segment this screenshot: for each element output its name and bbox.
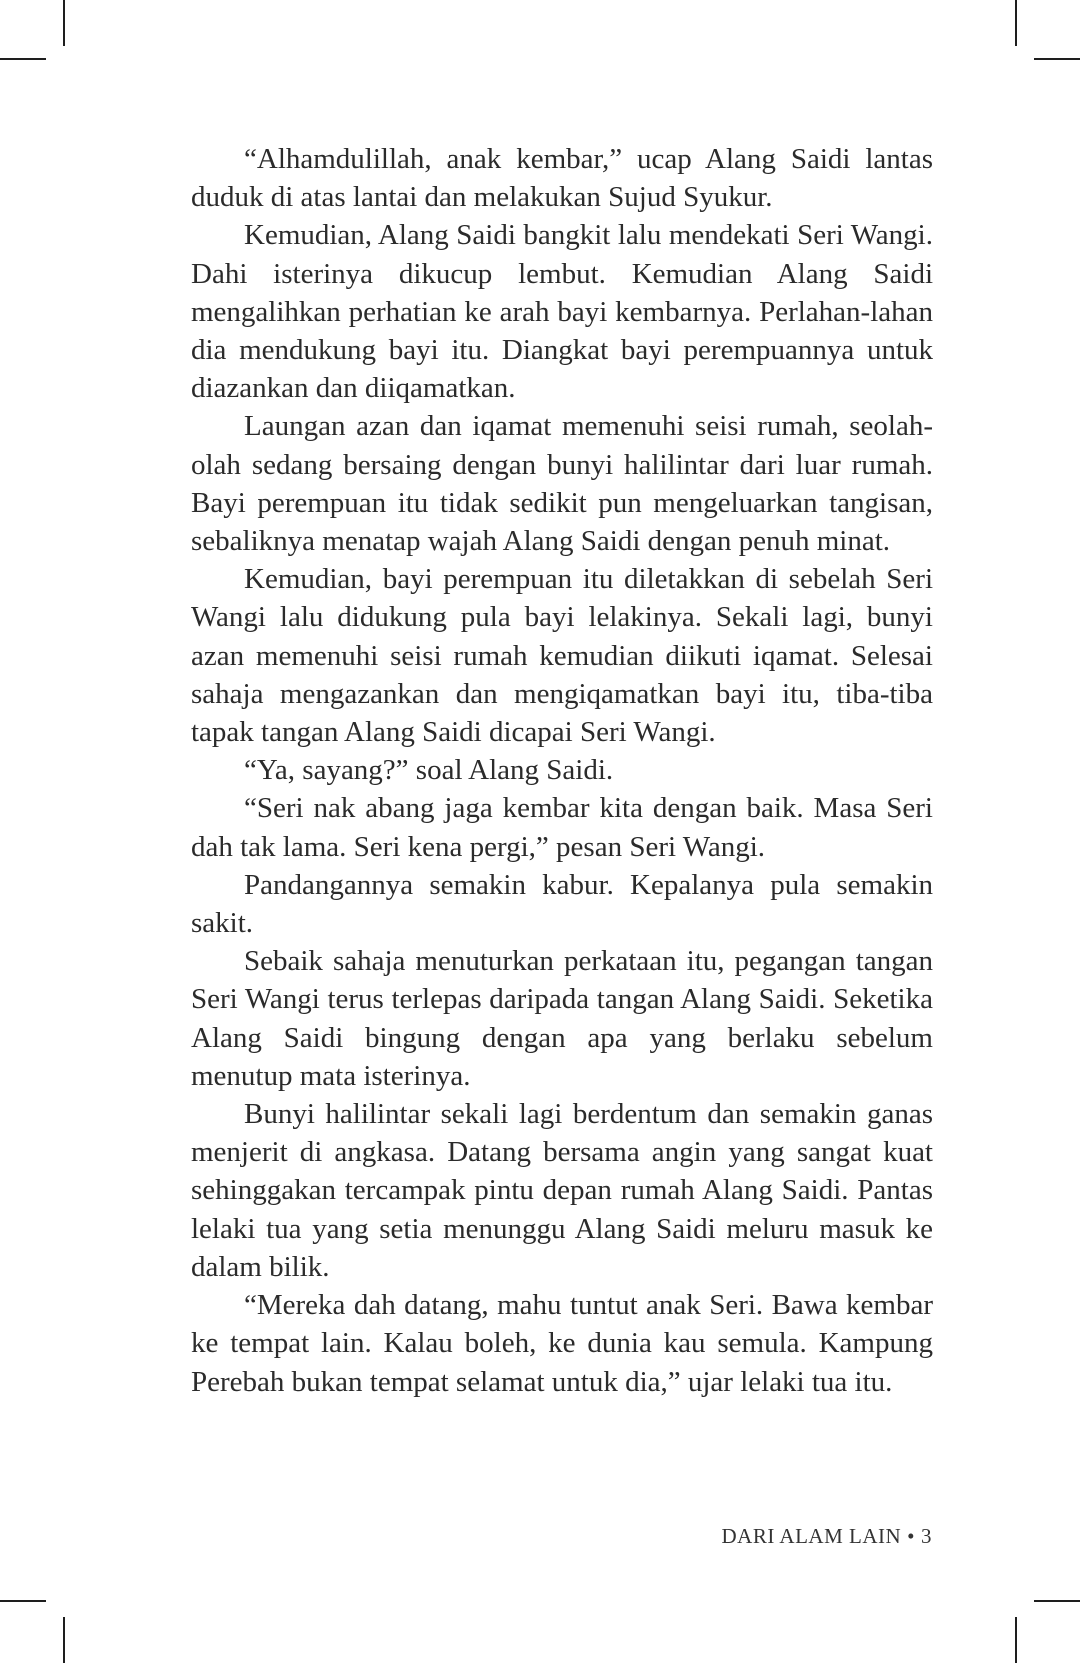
crop-mark-top-right-vertical	[1015, 0, 1017, 46]
body-text	[191, 140, 933, 1401]
paragraph: “Alhamdulillah, anak kembar,” ucap Alang Saidi lantas duduk di atas lantai dan melakukan Sujud Syukur.	[191, 143, 933, 214]
book-title: DARI ALAM LAIN	[721, 1524, 902, 1548]
paragraph: “Mereka dah datang, mahu tuntut anak Seri. Bawa kembar ke tempat lain. Kalau boleh, ke dunia kau semula. Kampung Perebah bukan tempat selamat untuk dia,” ujar lelaki tua itu.	[191, 1289, 933, 1398]
crop-mark-bottom-left-vertical	[63, 1617, 65, 1663]
paragraph: “Seri nak abang jaga kembar kita dengan baik. Masa Seri dah tak lama. Seri kena pergi,” pesan Seri Wangi.	[191, 792, 933, 863]
crop-mark-bottom-right-vertical	[1015, 1617, 1017, 1663]
running-footer	[721, 1524, 932, 1549]
crop-mark-top-left-vertical	[63, 0, 65, 46]
footer-separator: •	[907, 1524, 915, 1548]
page-number: 3	[921, 1524, 932, 1548]
paragraph: “Ya, sayang?” soal Alang Saidi.	[244, 754, 614, 787]
crop-mark-bottom-right-horizontal	[1034, 1600, 1080, 1602]
paragraph: Pandangannya semakin kabur. Kepalanya pula semakin sakit.	[191, 868, 933, 940]
crop-mark-top-right-horizontal	[1034, 58, 1080, 60]
paragraph: Laungan azan dan iqamat memenuhi seisi rumah, seolah-olah sedang bersaing dengan bunyi halilintar dari luar rumah. Bayi perempuan itu tidak sedikit pun mengeluarkan tangisan, sebaliknya menatap wajah Alang Saidi dengan penuh minat.	[191, 410, 933, 558]
paragraph: Bunyi halilintar sekali lagi berdentum dan semakin ganas menjerit di angkasa. Datang bersama angin yang sangat kuat sehinggakan tercampak pintu depan rumah Alang Saidi. Pantas lelaki tua yang setia menunggu Alang Saidi meluru masuk ke dalam bilik.	[191, 1098, 933, 1283]
paragraph: Kemudian, bayi perempuan itu diletakkan di sebelah Seri Wangi lalu didukung pula bayi lelakinya. Sekali lagi, bunyi azan memenuhi seisi rumah kemudian diikuti iqamat. Selesai sahaja mengazankan dan mengiqamatkan bayi itu, tiba-tiba tapak tangan Alang Saidi dicapai Seri Wangi.	[191, 563, 933, 749]
paragraph: Kemudian, Alang Saidi bangkit lalu mendekati Seri Wangi. Dahi isterinya dikucup lembut. Kemudian Alang Saidi mengalihkan perhatian ke arah bayi kembarnya. Perlahan-lahan dia mendukung bayi itu. Diangkat bayi perempuannya untuk diazankan dan diiqamatkan.	[191, 219, 933, 405]
crop-mark-top-left-horizontal	[0, 58, 46, 60]
paragraph: Sebaik sahaja menuturkan perkataan itu, pegangan tangan Seri Wangi terus terlepas daripada tangan Alang Saidi. Seketika Alang Saidi bingung dengan apa yang berlaku sebelum menutup mata isterinya.	[191, 945, 933, 1092]
crop-mark-bottom-left-horizontal	[0, 1600, 46, 1602]
